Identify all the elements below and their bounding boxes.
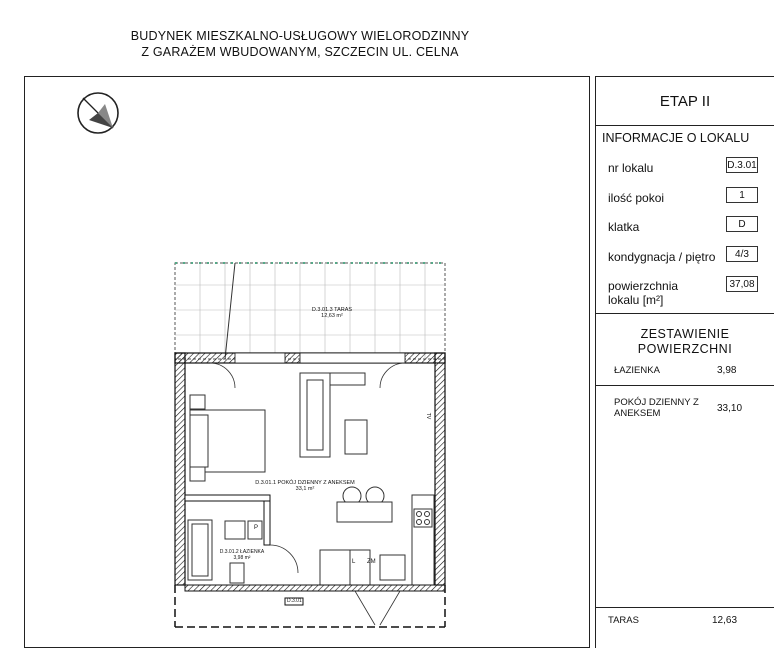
row-label-pokoi: ilość pokoi — [608, 191, 665, 205]
surface-value-pokoj: 33,10 — [717, 403, 743, 414]
row-value-pokoi: 1 — [726, 187, 758, 203]
row-value-kondygnacja: 4/3 — [726, 246, 758, 262]
row-label-powierzchnia: powierzchnia lokalu [m²] — [608, 279, 679, 307]
surface-label-pokoj: POKÓJ DZIENNY Z ANEKSEM — [614, 397, 699, 419]
surface-value-lazienka: 3,98 — [717, 365, 737, 376]
surface-label-taras: TARAS — [608, 615, 639, 626]
row-value-nr: D.3.01 — [726, 157, 758, 173]
info-title: INFORMACJE O LOKALU — [602, 131, 750, 145]
l-label: L — [352, 559, 356, 565]
living-room-label: D.3.01.1 POKÓJ DZIENNY Z ANEKSEM 33,1 m² — [255, 480, 355, 492]
title-line-2: Z GARAŻEM WBUDOWANYM, SZCZECIN UL. CELNA — [141, 45, 459, 59]
info-panel — [595, 76, 774, 648]
surfaces-title: ZESTAWIENIE POWIERZCHNI — [637, 327, 733, 356]
row-label-kondygnacja: kondygnacja / piętro — [608, 250, 716, 264]
surface-label-lazienka: ŁAZIENKA — [614, 365, 660, 376]
divider — [596, 313, 774, 314]
row-label-klatka: klatka — [608, 220, 640, 234]
divider — [596, 385, 774, 386]
terrace-room-label: D.3.01.3 TARAS 12,63 m² — [311, 307, 353, 319]
north-arrow-icon — [75, 90, 121, 136]
row-value-klatka: D — [726, 216, 758, 232]
tv-label: TV — [425, 412, 432, 420]
divider — [596, 125, 774, 126]
p-label: P — [254, 525, 259, 531]
bathroom-room-label: D.3.01.2 ŁAZIENKA 3,98 m² — [219, 549, 265, 561]
surface-value-taras: 12,63 — [712, 615, 738, 626]
title-line-1: BUDYNEK MIESZKALNO-USŁUGOWY WIELORODZINNY — [130, 29, 470, 43]
building-title — [0, 28, 600, 60]
row-value-powierzchnia: 37,08 — [726, 276, 758, 292]
row-label-nr: nr lokalu — [608, 161, 654, 175]
unit-tag: D.3.01 — [287, 598, 302, 604]
stage-title: ETAP II — [659, 93, 711, 110]
zm-label: ZM — [367, 559, 376, 565]
divider — [596, 607, 774, 608]
